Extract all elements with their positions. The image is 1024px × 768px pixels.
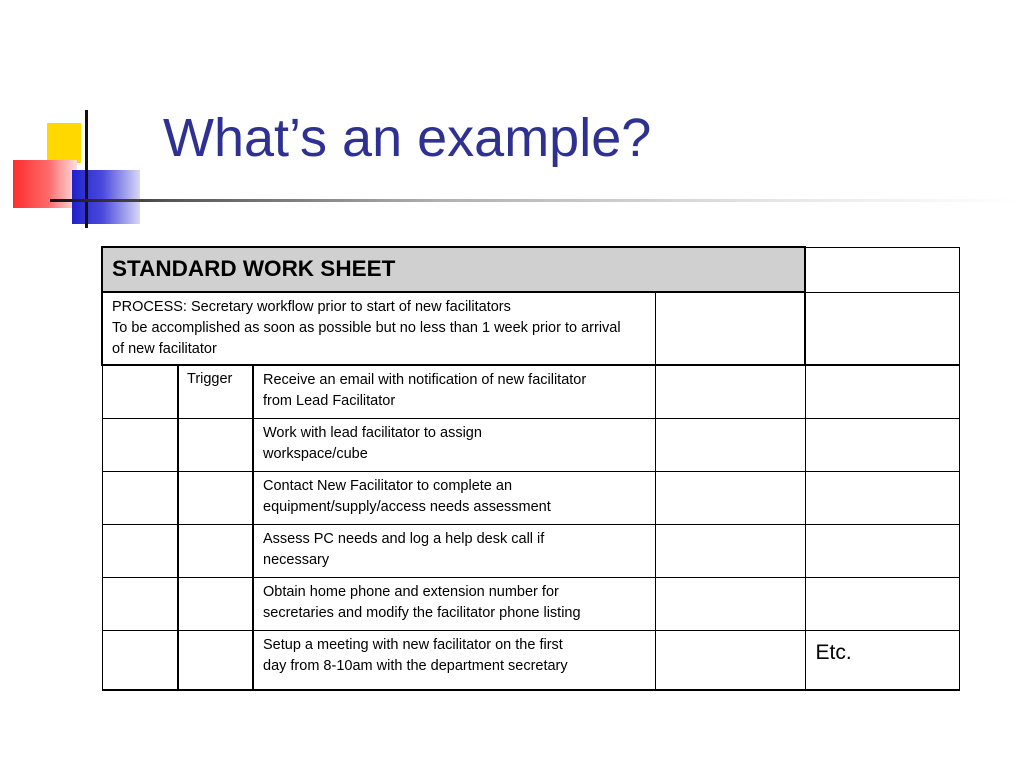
blank-cell bbox=[655, 631, 805, 691]
blank-cell bbox=[102, 578, 178, 631]
blank-cell bbox=[655, 578, 805, 631]
process-description bbox=[102, 292, 655, 365]
step-description bbox=[253, 525, 655, 578]
step-row bbox=[102, 525, 959, 578]
blank-cell bbox=[178, 578, 253, 631]
blank-cell bbox=[805, 472, 959, 525]
vertical-rule-decoration bbox=[85, 110, 88, 228]
step-row bbox=[102, 365, 959, 419]
header-blank-cell bbox=[805, 247, 959, 292]
yellow-square-decoration bbox=[47, 123, 81, 163]
blank-cell bbox=[102, 472, 178, 525]
worksheet-header-row bbox=[102, 247, 959, 292]
blank-cell bbox=[655, 365, 805, 419]
blank-cell bbox=[805, 578, 959, 631]
blank-cell bbox=[655, 419, 805, 472]
blank-cell bbox=[102, 525, 178, 578]
slide-title: What’s an example? bbox=[163, 108, 652, 168]
blank-cell bbox=[655, 472, 805, 525]
step-description bbox=[253, 631, 655, 691]
step-line: Work with lead facilitator to assign bbox=[263, 425, 482, 442]
step-row bbox=[102, 472, 959, 525]
step-line: secretaries and modify the facilitator phone listing bbox=[263, 605, 581, 622]
step-line: necessary bbox=[263, 552, 330, 569]
process-row bbox=[102, 292, 959, 365]
blank-cell bbox=[102, 419, 178, 472]
blank-cell bbox=[805, 525, 959, 578]
step-line: workspace/cube bbox=[263, 446, 368, 463]
trigger-label: Trigger bbox=[178, 365, 253, 419]
blank-cell bbox=[178, 419, 253, 472]
blank-cell bbox=[178, 472, 253, 525]
title-underline bbox=[50, 199, 1020, 202]
step-line: day from 8-10am with the department secretary bbox=[263, 658, 568, 675]
worksheet-header: STANDARD WORK SHEET bbox=[102, 247, 805, 292]
step-line: equipment/supply/access needs assessment bbox=[263, 499, 551, 516]
step-line: Receive an email with notification of new facilitator bbox=[263, 372, 587, 389]
step-description bbox=[253, 578, 655, 631]
process-line: of new facilitator bbox=[112, 341, 217, 358]
step-line: Assess PC needs and log a help desk call if bbox=[263, 531, 545, 548]
step-description bbox=[253, 365, 655, 419]
step-description bbox=[253, 419, 655, 472]
blank-cell bbox=[178, 525, 253, 578]
step-row bbox=[102, 578, 959, 631]
blank-cell bbox=[178, 631, 253, 691]
step-row bbox=[102, 631, 959, 691]
slide-logo bbox=[0, 0, 160, 240]
blank-cell bbox=[805, 419, 959, 472]
step-line: Setup a meeting with new facilitator on the first bbox=[263, 637, 563, 654]
blank-cell bbox=[102, 631, 178, 691]
standard-work-sheet-table bbox=[101, 246, 960, 691]
step-line: Obtain home phone and extension number for bbox=[263, 584, 559, 601]
step-description bbox=[253, 472, 655, 525]
step-line: Contact New Facilitator to complete an bbox=[263, 478, 513, 495]
blank-cell bbox=[102, 365, 178, 419]
etc-label: Etc. bbox=[805, 631, 959, 691]
process-line: PROCESS: Secretary workflow prior to start of new facilitators bbox=[112, 299, 511, 315]
step-line: from Lead Facilitator bbox=[263, 393, 396, 410]
process-blank-cell bbox=[805, 292, 959, 365]
blue-square-decoration bbox=[72, 170, 140, 224]
step-row bbox=[102, 419, 959, 472]
blank-cell bbox=[655, 525, 805, 578]
blank-cell bbox=[805, 365, 959, 419]
process-line: To be accomplished as soon as possible but no less than 1 week prior to arrival bbox=[112, 320, 621, 337]
process-blank-cell bbox=[655, 292, 805, 365]
